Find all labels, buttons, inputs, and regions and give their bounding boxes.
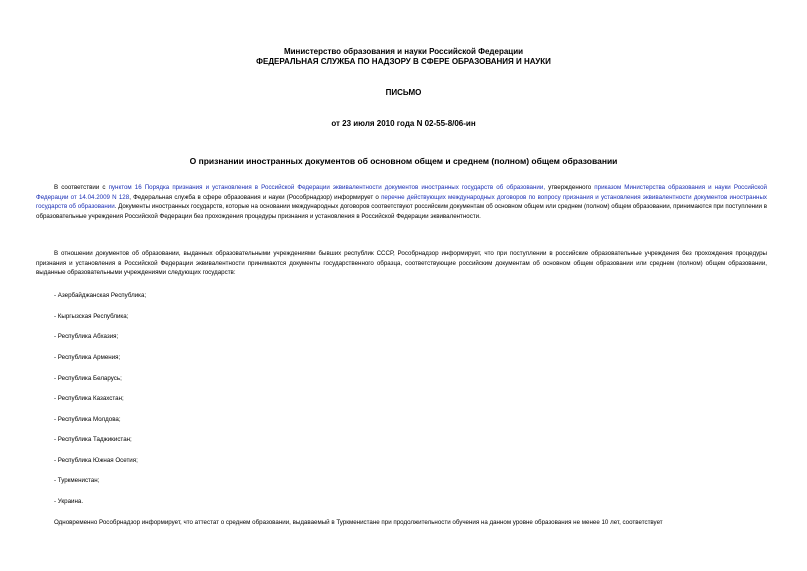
- link-treaties-list[interactable]: перечне действующих международных договоров по вопросу признания и установления эквивалентности документов иностранных государств об образовании: [36, 193, 767, 210]
- paragraph-ussr-documents: В отношении документов об образовании, выданных образовательными учреждениями бывших республик СССР, Рособрнадзор информирует, что при поступлении в российские образовательные учреждения без прохождения процедуры признания и установления в Российской Федерации эквивалентности принимаются документы государственного образца, соответствующие российским документам об основном общем образовании или среднем (полном) общем образовании, выданные образовательными учреждениями следующих государств:: [36, 250, 767, 276]
- list-item-country: - Республика Таджикистан;: [54, 436, 132, 443]
- list-item-country: - Республика Молдова;: [54, 416, 121, 423]
- list-item-country: - Республика Казахстан;: [54, 395, 124, 402]
- para1-text-4: . Документы иностранных государств, которые на основании международных договоров соответствуют российским документам об основном общем или среднем (полном) общем образовании, принимаются при поступлении в образовательные учреждения Российской Федерации без прохождения процедуры признания и установления в Российской Федерации эквивалентности.: [36, 203, 767, 220]
- document-subject: О признании иностранных документов об основном общем и среднем (полном) общем образовании: [189, 156, 618, 166]
- para1-text-3: , Федеральная служба в сфере образования и науки (Рособрнадзор) информирует о: [129, 193, 382, 201]
- list-item-country: - Республика Беларусь;: [54, 375, 122, 382]
- para1-text-1: В соответствии с: [54, 184, 109, 191]
- list-item-country: - Республика Южная Осетия;: [54, 457, 138, 464]
- list-item-country: - Туркменистан;: [54, 477, 100, 484]
- list-item-country: - Украина.: [54, 498, 84, 505]
- link-ministry-order-128[interactable]: приказом Министерства образования и науки Российской Федерации от 14.04.2009 N 128: [36, 184, 767, 201]
- document-type: ПИСЬМО: [385, 88, 422, 97]
- list-item-country: - Республика Абхазия;: [54, 333, 119, 340]
- list-item-country: - Республика Армения;: [54, 354, 121, 361]
- paragraph-legal-basis: [36, 183, 767, 221]
- ministry-title: Министерство образования и науки Российской Федерации: [283, 47, 524, 56]
- document-date-number: от 23 июля 2010 года N 02-55-8/06-ин: [331, 119, 476, 128]
- link-order-clause-16[interactable]: пунктом 16 Порядка признания и установления в Российской Федерации эквивалентности документов иностранных государств об образовании,: [108, 184, 546, 191]
- list-item-country: - Кыргызская Республика;: [54, 313, 129, 320]
- service-title: ФЕДЕРАЛЬНАЯ СЛУЖБА ПО НАДЗОРУ В СФЕРЕ ОБРАЗОВАНИЯ И НАУКИ: [256, 57, 551, 66]
- list-item-country: - Азербайджанская Республика;: [54, 292, 147, 299]
- paragraph-turkmenistan: Одновременно Рособрнадзор информирует, что аттестат о среднем образовании, выдаваемый в Туркменистане при продолжительности обучения на данном уровне образования не менее 10 лет, соответствует: [54, 519, 663, 526]
- para1-text-2: утвержденного: [545, 184, 595, 191]
